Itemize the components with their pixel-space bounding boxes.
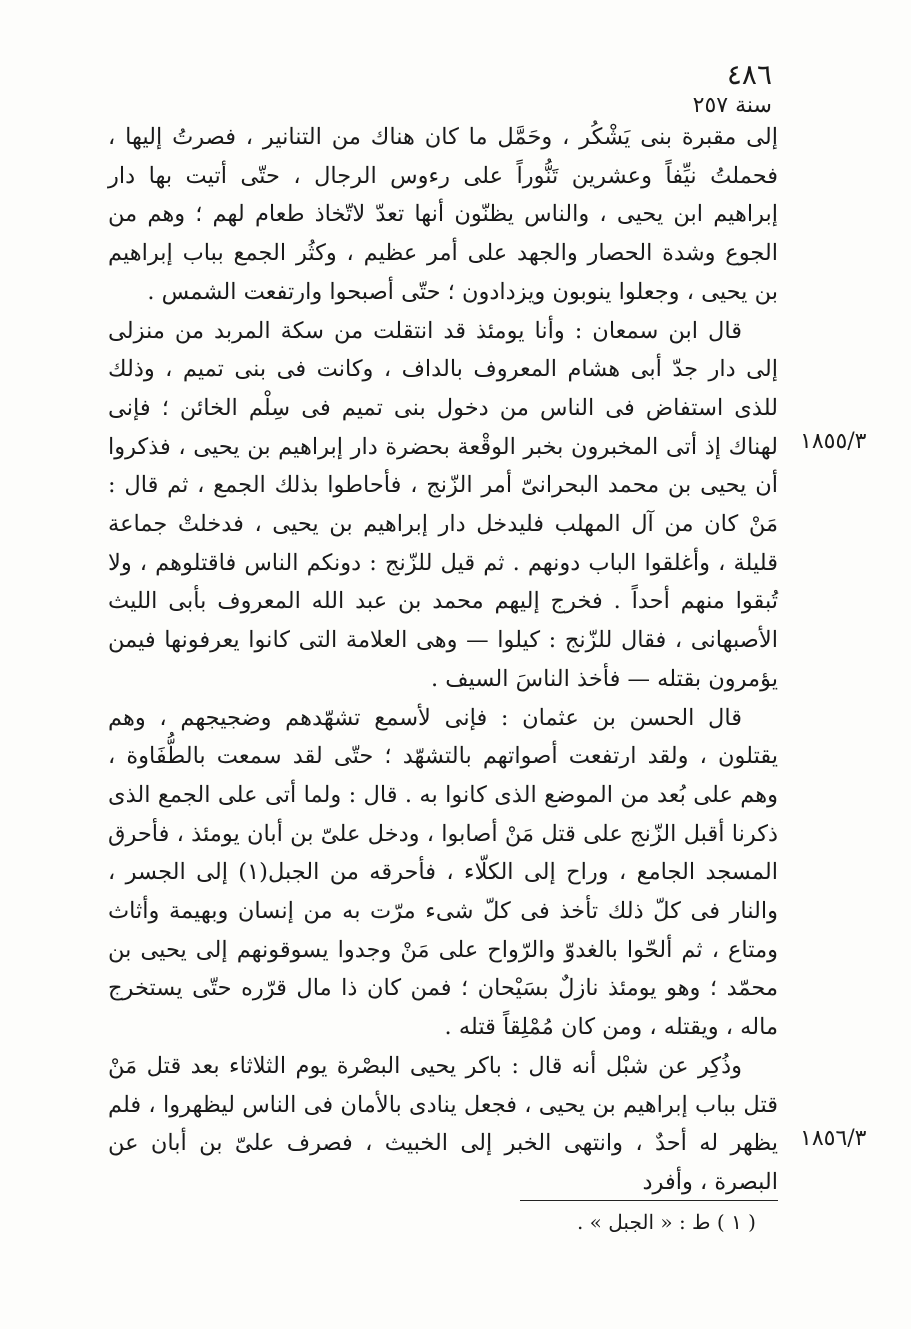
- footnote-divider: [520, 1200, 778, 1201]
- body-text: [108, 118, 778, 1202]
- margin-reference: ١٨٥٦/٣: [800, 1126, 867, 1151]
- year-heading: سنة ٢٥٧: [692, 93, 772, 118]
- paragraph: وذُكِر عن شبْل أنه قال : باكر يحيى البصْرة يوم الثلاثاء بعد قتل مَنْ قتل بباب إبراهيم بن يحيى ، فجعل ينادى بالأمان فى الناس ليظهروا ، فلم يظهر له أحدٌ ، وانتهى الخبر إلى الخبيث ، فصرف علىّ بن أبان عن البصرة ، وأفرد: [108, 1052, 778, 1195]
- paragraph: إلى مقبرة بنى يَشْكُر ، وحَمَّل ما كان هناك من التنانير ، فصرتُ إليها ، فحملتُ نيِّفاً وعشرين تَنُّوراً على رءوس الرجال ، حتّى أتيت بها دار إبراهيم ابن يحيى ، والناس يظنّون أنها تعدّ لاتّخاذ طعام لهم ؛ وهم من الجوع وشدة الحصار والجهد على أمر عظيم ، وكثُر الجمع بباب إبراهيم بن يحيى ، وجعلوا ينوبون ويزدادون ؛ حتّى أصبحوا وارتفعت الشمس .: [108, 124, 778, 305]
- footnote: ( ١ ) ط : « الجبل » .: [576, 1210, 756, 1234]
- paragraph: قال ابن سمعان : وأنا يومئذ قد انتقلت من سكة المربد من منزلى إلى دار جدّ أبى هشام المعروف بالداف ، وكانت فى بنى تميم ، وذلك للذى استفاض فى الناس من دخول بنى تميم فى سِلْم الخائن ؛ فإنى لهناك إذ أتى المخبرون بخبر الوقْعة بحضرة دار إبراهيم بن يحيى ، فذكروا أن يحيى بن محمد البحرانىّ أمر الزّنج ، فأحاطوا بذلك الجمع ، ثم قال : مَنْ كان من آل المهلب فليدخل دار إبراهيم بن يحيى ، فدخلتْ جماعة قليلة ، وأغلقوا الباب دونهم . ثم قيل للزّنج : دونكم الناس فاقتلوهم ، ولا تُبقوا منهم أحداً . فخرج إليهم محمد بن عبد الله المعروف بأبى الليث الأصبهانى ، فقال للزّنج : كيلوا — وهى العلامة التى كانوا يعرفونها فيمن يؤمرون بقتله — فأخذ الناسَ السيف .: [108, 317, 778, 692]
- margin-reference: ١٨٥٥/٣: [800, 429, 867, 454]
- page-number: ٤٨٦: [726, 58, 772, 91]
- paragraph: قال الحسن بن عثمان : فإنى لأسمع تشهّدهم وضجيجهم ، وهم يقتلون ، ولقد ارتفعت أصواتهم بالتشهّد ؛ حتّى لقد سمعت بالطُّفَاوة ، وهم على بُعد من الموضع الذى كانوا به . قال : ولما أتى على الجمع الذى ذكرنا أقبل الزّنج على قتل مَنْ أصابوا ، ودخل علىّ بن أبان يومئذ ، فأحرق المسجد الجامع ، وراح إلى الكلّاء ، فأحرقه من الجبل(١) إلى الجسر ، والنار فى كلّ ذلك تأخذ فى كلّ شىء مرّت به من إنسان وبهيمة وأثاث ومتاع ، ثم ألحّوا بالغدوّ والرّواح على مَنْ وجدوا يسوقونهم إلى يحيى بن محمّد ؛ وهو يومئذ نازلٌ بسَيْحان ؛ فمن كان ذا مال قرّره حتّى يستخرج ماله ، ويقتله ، ومن كان مُمْلِقاً قتله .: [108, 704, 778, 1041]
